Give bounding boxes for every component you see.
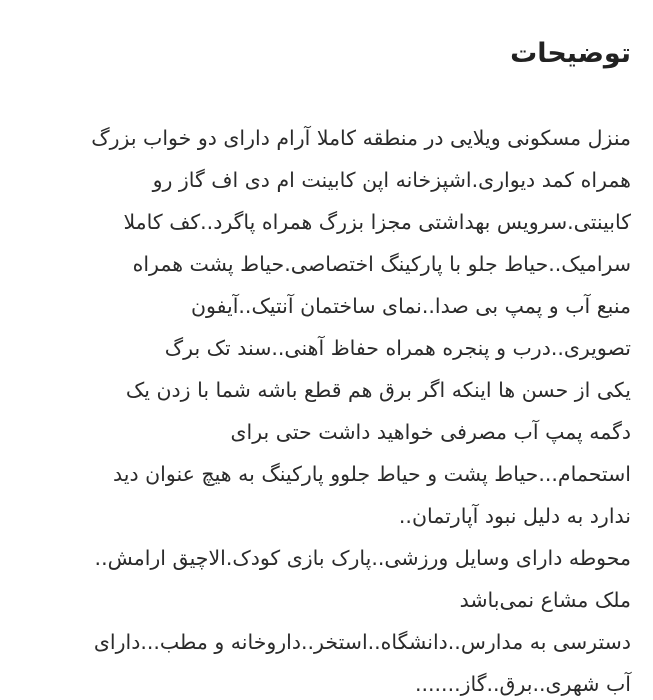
description-line-4: سرامیک..حیاط جلو با پارکینگ اختصاصی.حیاط پشت همراه [132,252,631,276]
description-line-3: کابینتی.سرویس بهداشتی مجزا بزرگ همراه پاگرد..کف کاملا [123,210,631,234]
description-line-13: دسترسی به مدارس..دانشگاه..استخر..داروخانه و مطب...دارای [93,630,631,654]
description-line-10: ندارد به دلیل نبود آپارتمان.. [398,504,631,528]
description-line-8: دگمه پمپ آب مصرفی خواهید داشت حتی برای [230,420,631,444]
description-line-6: تصویری..درب و پنجره همراه حفاظ آهنی..سند تک برگ [164,336,631,360]
description-line-1: منزل مسکونی ویلایی در منطقه کاملا آرام دارای دو خواب بزرگ [91,126,631,150]
description-line-11: محوطه دارای وسایل ورزشی..پارک بازی کودک.الاچیق ارامش.. [94,546,631,570]
description-line-9: استحمام...حیاط پشت و حیاط جلوو پارکینگ به هیچ عنوان دید [113,462,631,486]
description-line-14: آب شهری..برق..گاز....... [414,672,631,696]
description-line-12: ملک مشاع نمی‌باشد [459,588,631,612]
description-line-5: منبع آب و پمپ بی صدا..نمای ساختمان آنتیک..آیفون [191,294,631,318]
description-heading: توضیحات [510,38,631,69]
description-line-2: همراه کمد دیواری.اشپزخانه اپن کابینت ام دی اف گاز رو [152,168,631,192]
description-line-7: یکی از حسن ها اینکه اگر برق هم قطع باشه شما با زدن یک [125,378,631,402]
